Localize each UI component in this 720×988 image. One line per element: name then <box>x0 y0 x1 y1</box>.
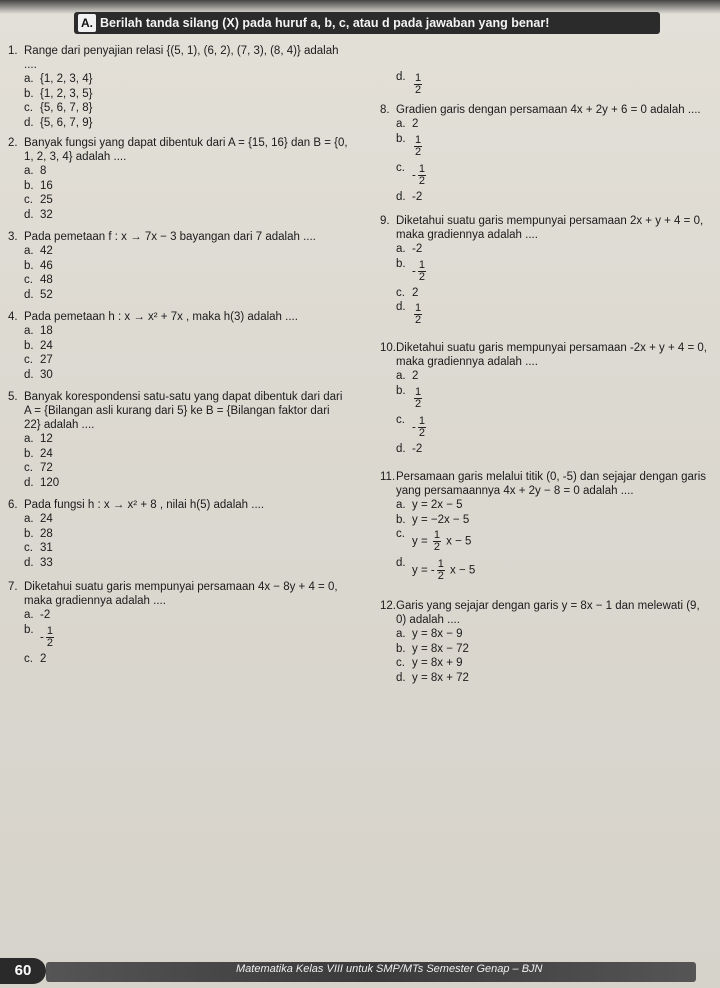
option-text: -2 <box>412 442 423 455</box>
option-text: 12 <box>40 433 53 445</box>
fraction <box>46 626 54 649</box>
option-text: 32 <box>40 208 53 221</box>
question-number: 8. <box>380 104 390 116</box>
q12-option-4[interactable] <box>396 671 710 686</box>
option-label: c. <box>396 528 405 540</box>
option-text: 46 <box>40 259 53 272</box>
option-label: b. <box>24 259 34 272</box>
option-text: 42 <box>40 245 53 257</box>
option-text: y = 2x − 5 <box>412 499 463 511</box>
option-label: c. <box>24 194 33 206</box>
q12-option-3[interactable] <box>396 656 710 671</box>
option-label: b. <box>396 257 406 270</box>
option-label: b. <box>24 179 34 192</box>
q4-option-1[interactable] <box>24 324 348 339</box>
question-options <box>24 164 348 222</box>
q7-option-2[interactable] <box>24 623 348 652</box>
option-text: 120 <box>40 476 60 489</box>
q12-option-1[interactable] <box>396 627 710 642</box>
option-text: y = −2x − 5 <box>412 513 470 526</box>
option-label: d. <box>396 557 406 569</box>
q1-option-2[interactable] <box>24 87 348 102</box>
option-label: a. <box>24 245 34 257</box>
question-1 <box>8 44 348 130</box>
option-label: d. <box>24 288 34 301</box>
question-options <box>24 432 348 490</box>
question-stem: Persamaan garis melalui titik (0, -5) dan sejajar dengan garis yang persamaannya 4x + 2y − 8 = 0 adalah .... <box>396 471 707 497</box>
option-label: a. <box>24 73 34 85</box>
option-text: - <box>40 631 44 644</box>
q2-option-1[interactable] <box>24 164 348 179</box>
option-text-after: x − 5 <box>442 535 472 548</box>
question-8 <box>380 103 710 204</box>
q11-option-3[interactable] <box>396 527 710 556</box>
fraction-denominator: 2 <box>433 541 440 553</box>
option-label: d. <box>24 476 34 489</box>
option-label: c. <box>24 354 33 366</box>
question-10 <box>380 341 710 456</box>
q5-option-1[interactable] <box>24 432 348 447</box>
footer-book-title: Matematika Kelas VIII untuk SMP/MTs Semester Genap – BJN <box>236 963 543 975</box>
question-options <box>396 369 710 456</box>
option-text: - <box>412 265 416 278</box>
option-label: c. <box>24 652 33 665</box>
option-label: a. <box>396 243 406 255</box>
option-label: c. <box>24 462 33 474</box>
q9-option-1[interactable] <box>396 242 710 257</box>
right-column <box>380 44 710 689</box>
option-text: 33 <box>40 556 53 569</box>
question-stem: Gradien garis dengan persamaan 4x + 2y + 6 = 0 adalah .... <box>396 104 701 116</box>
fraction-numerator: 1 <box>415 385 422 398</box>
question-number: 3. <box>8 231 18 243</box>
option-label: a. <box>24 433 34 445</box>
option-label: b. <box>24 87 34 100</box>
question-number: 4. <box>8 311 18 323</box>
option-label: d. <box>396 71 406 83</box>
option-text: {1, 2, 3, 5} <box>40 87 93 100</box>
option-label: d. <box>24 368 34 381</box>
fraction <box>433 530 441 553</box>
fraction-denominator: 2 <box>415 84 422 96</box>
option-text-after: x − 5 <box>446 564 476 577</box>
q11-option-1[interactable] <box>396 498 710 513</box>
option-text: 48 <box>40 274 53 286</box>
option-text: {5, 6, 7, 9} <box>40 116 93 129</box>
option-label: a. <box>396 118 406 130</box>
option-text: 24 <box>40 339 53 352</box>
question-stem: Diketahui suatu garis mempunyai persamaan 2x + y + 4 = 0, maka gradiennya adalah .... <box>396 215 704 241</box>
q8-option-3[interactable] <box>396 161 710 190</box>
option-label: a. <box>396 628 406 640</box>
option-text: 16 <box>40 179 53 192</box>
option-label: b. <box>24 339 34 352</box>
q6-option-1[interactable] <box>24 512 348 527</box>
q4-option-4[interactable] <box>24 368 348 383</box>
option-label: a. <box>396 499 406 511</box>
question-2 <box>8 136 348 222</box>
option-text: - <box>412 169 416 182</box>
question-6 <box>8 498 348 570</box>
option-text: 31 <box>40 542 53 554</box>
option-label: c. <box>396 161 405 174</box>
option-label: c. <box>24 542 33 554</box>
question-5 <box>8 390 348 490</box>
fraction <box>414 73 422 96</box>
fraction-numerator: 1 <box>418 258 425 271</box>
question-options <box>396 117 710 204</box>
question-options <box>396 627 710 685</box>
question-9 <box>380 214 710 329</box>
fraction <box>437 559 445 582</box>
question-stem: Banyak korespondensi satu-satu yang dapat dibentuk dari dari A = {Bilangan asli kurang dari 5} ke B = {Bilangan faktor dari 22} adalah .... <box>24 391 343 431</box>
option-label: d. <box>396 671 406 684</box>
fraction-denominator: 2 <box>418 174 425 187</box>
q7-option-3[interactable] <box>24 652 348 667</box>
option-label: a. <box>24 325 34 337</box>
q9-option-4[interactable] <box>396 300 710 329</box>
q6-option-4[interactable] <box>24 556 348 571</box>
page-number: 60 <box>0 958 46 984</box>
option-label: a. <box>24 513 34 525</box>
q9-option-2[interactable] <box>396 257 710 286</box>
question-number: 1. <box>8 45 18 57</box>
fraction-numerator: 1 <box>46 624 53 637</box>
fraction-numerator: 1 <box>437 558 444 570</box>
fraction-denominator: 2 <box>415 145 422 158</box>
question-4 <box>8 310 348 382</box>
fraction-denominator: 2 <box>415 397 422 410</box>
option-text: y = 8x − 72 <box>412 642 469 655</box>
section-instruction: Berilah tanda silang (X) pada huruf a, b, c, atau d pada jawaban yang benar! <box>100 16 550 30</box>
fraction-numerator: 1 <box>418 162 425 175</box>
option-text: 52 <box>40 288 53 301</box>
option-text: 2 <box>412 286 419 299</box>
option-label: d. <box>396 190 406 203</box>
question-stem: Pada pemetaan h : x → x² + 7x , maka h(3) adalah .... <box>24 311 298 323</box>
q12-option-2[interactable] <box>396 642 710 657</box>
option-label: c. <box>396 413 405 426</box>
option-label: d. <box>24 556 34 569</box>
question-12 <box>380 599 710 685</box>
question-stem: Garis yang sejajar dengan garis y = 8x − 1 dan melewati (9, 0) adalah .... <box>396 600 700 626</box>
fraction-denominator: 2 <box>46 636 53 649</box>
question-stem: Diketahui suatu garis mempunyai persamaan 4x − 8y + 4 = 0, maka gradiennya adalah .... <box>24 581 338 607</box>
q8-option-1[interactable] <box>396 117 710 132</box>
q4-option-3[interactable] <box>24 353 348 368</box>
option-label: b. <box>396 132 406 145</box>
option-label: c. <box>24 102 33 114</box>
q10-option-3[interactable] <box>396 413 710 442</box>
fraction-numerator: 1 <box>415 302 422 314</box>
question-number: 11. <box>380 471 396 483</box>
option-label: c. <box>396 286 405 299</box>
q8-option-4[interactable] <box>396 190 710 205</box>
question-number: 7. <box>8 581 18 593</box>
q5-option-3[interactable] <box>24 461 348 476</box>
question-3 <box>8 230 348 302</box>
option-text: 24 <box>40 447 53 460</box>
q4-option-2[interactable] <box>24 339 348 354</box>
q2-option-3[interactable] <box>24 193 348 208</box>
left-column <box>8 44 348 670</box>
fraction-denominator: 2 <box>437 570 444 582</box>
question-number: 5. <box>8 391 18 403</box>
q1-option-1[interactable] <box>24 72 348 87</box>
option-text: 30 <box>40 368 53 381</box>
question-options <box>24 244 348 302</box>
fraction-numerator: 1 <box>415 133 422 146</box>
option-label: a. <box>24 165 34 177</box>
option-text: 8 <box>40 165 47 177</box>
right-questions <box>380 103 710 685</box>
option-text: 27 <box>40 354 53 366</box>
question-options <box>24 324 348 382</box>
question-options <box>24 608 348 666</box>
option-text: 18 <box>40 325 53 337</box>
option-text: y = 8x + 9 <box>412 657 463 669</box>
fraction <box>414 387 422 410</box>
section-letter: A. <box>78 14 96 32</box>
q2-option-4[interactable] <box>24 208 348 223</box>
option-text: 25 <box>40 194 53 206</box>
option-label: d. <box>24 116 34 129</box>
fraction-denominator: 2 <box>418 270 425 283</box>
q10-option-4[interactable] <box>396 442 710 457</box>
option-label: b. <box>396 642 406 655</box>
fraction-numerator: 1 <box>433 529 440 541</box>
option-label: a. <box>396 370 406 382</box>
option-text: -2 <box>40 609 51 621</box>
option-label: a. <box>24 609 34 621</box>
option-label: b. <box>24 527 34 540</box>
question-7 <box>8 580 348 666</box>
question-options <box>24 72 348 130</box>
fraction <box>418 164 426 187</box>
q3-option-1[interactable] <box>24 244 348 259</box>
option-label: c. <box>396 657 405 669</box>
q9-option-3[interactable] <box>396 286 710 301</box>
question-number: 12. <box>380 600 396 612</box>
option-label: b. <box>396 384 406 397</box>
option-text: y = <box>412 535 431 548</box>
option-text: {1, 2, 3, 4} <box>40 73 93 85</box>
q1-option-3[interactable] <box>24 101 348 116</box>
option-label: d. <box>24 208 34 221</box>
question-stem: Banyak fungsi yang dapat dibentuk dari A = {15, 16} dan B = {0, 1, 2, 3, 4} adalah .... <box>24 137 348 163</box>
question-options <box>24 512 348 570</box>
question-stem: Pada fungsi h : x → x² + 8 , nilai h(5) adalah .... <box>24 499 265 511</box>
question-stem: Pada pemetaan f : x → 7x − 3 bayangan dari 7 adalah .... <box>24 231 316 243</box>
option-label: d. <box>396 442 406 455</box>
option-text: y = 8x − 9 <box>412 628 463 640</box>
option-text: -2 <box>412 243 423 255</box>
option-text: 2 <box>412 370 419 382</box>
question-stem: Diketahui suatu garis mempunyai persamaan -2x + y + 4 = 0, maka gradiennya adalah .... <box>396 342 707 368</box>
option-label: b. <box>396 513 406 526</box>
q5-option-4[interactable] <box>24 476 348 491</box>
question-stem: Range dari penyajian relasi {(5, 1), (6, 2), (7, 3), (8, 4)} adalah .... <box>24 45 339 71</box>
option-text: 2 <box>40 652 47 665</box>
fraction <box>414 303 422 326</box>
question-11 <box>380 470 710 585</box>
q6-option-2[interactable] <box>24 527 348 542</box>
q5-option-2[interactable] <box>24 447 348 462</box>
option-text: - <box>412 421 416 434</box>
q3-option-4[interactable] <box>24 288 348 303</box>
option-label: c. <box>24 274 33 286</box>
fraction <box>414 135 422 158</box>
fraction <box>418 416 426 439</box>
q10-option-1[interactable] <box>396 369 710 384</box>
fraction-numerator: 1 <box>418 414 425 427</box>
q10-option-2[interactable] <box>396 384 710 413</box>
option-text: 72 <box>40 462 53 474</box>
option-text: 24 <box>40 513 53 525</box>
fraction-numerator: 1 <box>415 72 422 84</box>
q1-option-d[interactable] <box>396 70 710 99</box>
q7-option-1[interactable] <box>24 608 348 623</box>
fraction-denominator: 2 <box>418 426 425 439</box>
fraction-denominator: 2 <box>415 314 422 326</box>
option-label: d. <box>396 301 406 313</box>
question-number: 10. <box>380 342 396 354</box>
option-text: y = 8x + 72 <box>412 671 469 684</box>
q11-option-2[interactable] <box>396 513 710 528</box>
question-number: 6. <box>8 499 18 511</box>
q1-option-4[interactable] <box>24 116 348 131</box>
option-text: 28 <box>40 527 53 540</box>
q6-option-3[interactable] <box>24 541 348 556</box>
question-number: 2. <box>8 137 18 149</box>
option-text: y = - <box>412 564 435 577</box>
option-text: 2 <box>412 118 419 130</box>
question-options <box>396 242 710 329</box>
option-text: -2 <box>412 190 423 203</box>
section-instruction-banner <box>74 12 660 34</box>
option-label: b. <box>24 447 34 460</box>
q3-option-3[interactable] <box>24 273 348 288</box>
q11-option-4[interactable] <box>396 556 710 585</box>
option-label: b. <box>24 623 34 636</box>
question-options <box>396 498 710 585</box>
q2-option-2[interactable] <box>24 179 348 194</box>
option-text: {5, 6, 7, 8} <box>40 102 93 114</box>
q3-option-2[interactable] <box>24 259 348 274</box>
q8-option-2[interactable] <box>396 132 710 161</box>
question-number: 9. <box>380 215 390 227</box>
fraction <box>418 260 426 283</box>
